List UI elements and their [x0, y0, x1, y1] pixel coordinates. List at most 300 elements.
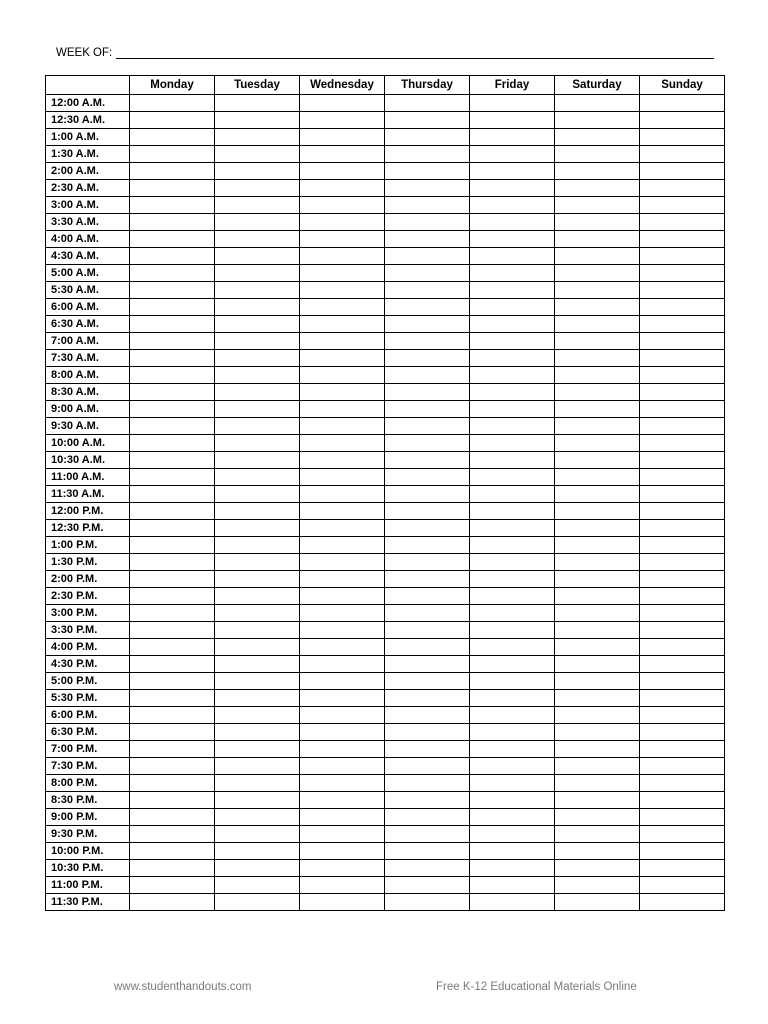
schedule-cell[interactable] — [555, 384, 640, 401]
schedule-cell[interactable] — [300, 605, 385, 622]
schedule-cell[interactable] — [470, 452, 555, 469]
schedule-cell[interactable] — [215, 129, 300, 146]
schedule-cell[interactable] — [215, 622, 300, 639]
schedule-cell[interactable] — [385, 503, 470, 520]
schedule-cell[interactable] — [300, 656, 385, 673]
schedule-cell[interactable] — [385, 316, 470, 333]
schedule-cell[interactable] — [470, 401, 555, 418]
schedule-cell[interactable] — [470, 265, 555, 282]
schedule-cell[interactable] — [555, 758, 640, 775]
schedule-cell[interactable] — [470, 112, 555, 129]
schedule-cell[interactable] — [130, 588, 215, 605]
schedule-cell[interactable] — [130, 163, 215, 180]
schedule-cell[interactable] — [555, 809, 640, 826]
schedule-cell[interactable] — [385, 265, 470, 282]
schedule-cell[interactable] — [215, 724, 300, 741]
schedule-cell[interactable] — [555, 843, 640, 860]
schedule-cell[interactable] — [385, 367, 470, 384]
schedule-cell[interactable] — [555, 877, 640, 894]
schedule-cell[interactable] — [555, 435, 640, 452]
schedule-cell[interactable] — [470, 605, 555, 622]
schedule-cell[interactable] — [215, 401, 300, 418]
schedule-cell[interactable] — [215, 248, 300, 265]
schedule-cell[interactable] — [385, 724, 470, 741]
schedule-cell[interactable] — [640, 452, 725, 469]
schedule-cell[interactable] — [470, 129, 555, 146]
schedule-cell[interactable] — [215, 741, 300, 758]
schedule-cell[interactable] — [385, 282, 470, 299]
schedule-cell[interactable] — [640, 282, 725, 299]
schedule-cell[interactable] — [555, 197, 640, 214]
schedule-cell[interactable] — [555, 605, 640, 622]
schedule-cell[interactable] — [640, 333, 725, 350]
schedule-cell[interactable] — [215, 520, 300, 537]
schedule-cell[interactable] — [640, 418, 725, 435]
schedule-cell[interactable] — [130, 367, 215, 384]
schedule-cell[interactable] — [385, 775, 470, 792]
schedule-cell[interactable] — [640, 758, 725, 775]
schedule-cell[interactable] — [300, 333, 385, 350]
schedule-cell[interactable] — [385, 197, 470, 214]
schedule-cell[interactable] — [300, 435, 385, 452]
schedule-cell[interactable] — [130, 843, 215, 860]
schedule-cell[interactable] — [470, 860, 555, 877]
schedule-cell[interactable] — [300, 112, 385, 129]
schedule-cell[interactable] — [640, 401, 725, 418]
schedule-cell[interactable] — [640, 129, 725, 146]
schedule-cell[interactable] — [385, 809, 470, 826]
schedule-cell[interactable] — [470, 316, 555, 333]
schedule-cell[interactable] — [470, 843, 555, 860]
schedule-cell[interactable] — [385, 588, 470, 605]
schedule-cell[interactable] — [385, 571, 470, 588]
schedule-cell[interactable] — [215, 180, 300, 197]
schedule-cell[interactable] — [385, 95, 470, 112]
schedule-cell[interactable] — [385, 707, 470, 724]
schedule-cell[interactable] — [300, 197, 385, 214]
schedule-cell[interactable] — [300, 95, 385, 112]
schedule-cell[interactable] — [470, 95, 555, 112]
schedule-cell[interactable] — [130, 452, 215, 469]
schedule-cell[interactable] — [640, 588, 725, 605]
schedule-cell[interactable] — [555, 299, 640, 316]
schedule-cell[interactable] — [470, 639, 555, 656]
schedule-cell[interactable] — [640, 486, 725, 503]
schedule-cell[interactable] — [555, 724, 640, 741]
schedule-cell[interactable] — [215, 605, 300, 622]
schedule-cell[interactable] — [130, 350, 215, 367]
schedule-cell[interactable] — [640, 537, 725, 554]
schedule-cell[interactable] — [215, 316, 300, 333]
schedule-cell[interactable] — [300, 690, 385, 707]
schedule-cell[interactable] — [555, 639, 640, 656]
schedule-cell[interactable] — [215, 418, 300, 435]
schedule-cell[interactable] — [300, 588, 385, 605]
schedule-cell[interactable] — [215, 384, 300, 401]
schedule-cell[interactable] — [215, 809, 300, 826]
schedule-cell[interactable] — [640, 146, 725, 163]
schedule-cell[interactable] — [640, 469, 725, 486]
schedule-cell[interactable] — [130, 503, 215, 520]
schedule-cell[interactable] — [130, 469, 215, 486]
schedule-cell[interactable] — [130, 316, 215, 333]
schedule-cell[interactable] — [385, 214, 470, 231]
schedule-cell[interactable] — [215, 214, 300, 231]
schedule-cell[interactable] — [130, 299, 215, 316]
schedule-cell[interactable] — [555, 112, 640, 129]
schedule-cell[interactable] — [300, 860, 385, 877]
schedule-cell[interactable] — [130, 877, 215, 894]
schedule-cell[interactable] — [130, 656, 215, 673]
schedule-cell[interactable] — [385, 299, 470, 316]
schedule-cell[interactable] — [215, 588, 300, 605]
schedule-cell[interactable] — [555, 163, 640, 180]
schedule-cell[interactable] — [640, 673, 725, 690]
schedule-cell[interactable] — [385, 877, 470, 894]
schedule-cell[interactable] — [385, 758, 470, 775]
schedule-cell[interactable] — [640, 197, 725, 214]
schedule-cell[interactable] — [640, 571, 725, 588]
schedule-cell[interactable] — [215, 333, 300, 350]
schedule-cell[interactable] — [300, 537, 385, 554]
schedule-cell[interactable] — [300, 401, 385, 418]
schedule-cell[interactable] — [385, 622, 470, 639]
schedule-cell[interactable] — [385, 401, 470, 418]
schedule-cell[interactable] — [470, 197, 555, 214]
schedule-cell[interactable] — [555, 316, 640, 333]
schedule-cell[interactable] — [555, 95, 640, 112]
schedule-cell[interactable] — [555, 282, 640, 299]
schedule-cell[interactable] — [470, 571, 555, 588]
schedule-cell[interactable] — [215, 469, 300, 486]
schedule-cell[interactable] — [470, 248, 555, 265]
schedule-cell[interactable] — [215, 265, 300, 282]
schedule-cell[interactable] — [555, 860, 640, 877]
schedule-cell[interactable] — [130, 639, 215, 656]
schedule-cell[interactable] — [555, 690, 640, 707]
schedule-cell[interactable] — [130, 605, 215, 622]
schedule-cell[interactable] — [470, 826, 555, 843]
schedule-cell[interactable] — [130, 146, 215, 163]
schedule-cell[interactable] — [640, 520, 725, 537]
schedule-cell[interactable] — [215, 690, 300, 707]
schedule-cell[interactable] — [130, 435, 215, 452]
schedule-cell[interactable] — [640, 316, 725, 333]
schedule-cell[interactable] — [385, 384, 470, 401]
schedule-cell[interactable] — [130, 214, 215, 231]
schedule-cell[interactable] — [130, 333, 215, 350]
schedule-cell[interactable] — [555, 656, 640, 673]
schedule-cell[interactable] — [470, 282, 555, 299]
schedule-cell[interactable] — [555, 265, 640, 282]
schedule-cell[interactable] — [300, 418, 385, 435]
schedule-cell[interactable] — [640, 112, 725, 129]
schedule-cell[interactable] — [385, 656, 470, 673]
schedule-cell[interactable] — [215, 282, 300, 299]
schedule-cell[interactable] — [215, 452, 300, 469]
schedule-cell[interactable] — [130, 775, 215, 792]
schedule-cell[interactable] — [385, 520, 470, 537]
schedule-cell[interactable] — [130, 231, 215, 248]
schedule-cell[interactable] — [470, 656, 555, 673]
schedule-cell[interactable] — [470, 333, 555, 350]
schedule-cell[interactable] — [300, 163, 385, 180]
schedule-cell[interactable] — [130, 197, 215, 214]
schedule-cell[interactable] — [640, 163, 725, 180]
schedule-cell[interactable] — [300, 724, 385, 741]
schedule-cell[interactable] — [470, 877, 555, 894]
schedule-cell[interactable] — [640, 265, 725, 282]
schedule-cell[interactable] — [215, 350, 300, 367]
schedule-cell[interactable] — [215, 163, 300, 180]
schedule-cell[interactable] — [215, 486, 300, 503]
schedule-cell[interactable] — [555, 622, 640, 639]
schedule-cell[interactable] — [470, 469, 555, 486]
schedule-cell[interactable] — [130, 622, 215, 639]
schedule-cell[interactable] — [470, 146, 555, 163]
schedule-cell[interactable] — [385, 741, 470, 758]
schedule-cell[interactable] — [640, 554, 725, 571]
schedule-cell[interactable] — [555, 214, 640, 231]
schedule-cell[interactable] — [300, 384, 385, 401]
schedule-cell[interactable] — [555, 452, 640, 469]
schedule-cell[interactable] — [300, 775, 385, 792]
schedule-cell[interactable] — [385, 690, 470, 707]
schedule-cell[interactable] — [130, 401, 215, 418]
schedule-cell[interactable] — [640, 248, 725, 265]
schedule-cell[interactable] — [640, 826, 725, 843]
schedule-cell[interactable] — [385, 605, 470, 622]
schedule-cell[interactable] — [470, 367, 555, 384]
schedule-cell[interactable] — [555, 333, 640, 350]
schedule-cell[interactable] — [130, 180, 215, 197]
schedule-cell[interactable] — [130, 537, 215, 554]
schedule-cell[interactable] — [385, 180, 470, 197]
schedule-cell[interactable] — [300, 520, 385, 537]
schedule-cell[interactable] — [130, 758, 215, 775]
schedule-cell[interactable] — [385, 146, 470, 163]
schedule-cell[interactable] — [555, 418, 640, 435]
schedule-cell[interactable] — [300, 622, 385, 639]
schedule-cell[interactable] — [555, 588, 640, 605]
schedule-cell[interactable] — [130, 265, 215, 282]
schedule-cell[interactable] — [470, 758, 555, 775]
schedule-cell[interactable] — [470, 792, 555, 809]
schedule-cell[interactable] — [215, 860, 300, 877]
schedule-cell[interactable] — [300, 316, 385, 333]
schedule-cell[interactable] — [300, 571, 385, 588]
schedule-cell[interactable] — [215, 639, 300, 656]
schedule-cell[interactable] — [300, 231, 385, 248]
schedule-cell[interactable] — [130, 95, 215, 112]
schedule-cell[interactable] — [470, 231, 555, 248]
schedule-cell[interactable] — [300, 180, 385, 197]
schedule-cell[interactable] — [470, 435, 555, 452]
schedule-cell[interactable] — [640, 214, 725, 231]
schedule-cell[interactable] — [300, 707, 385, 724]
schedule-cell[interactable] — [385, 469, 470, 486]
schedule-cell[interactable] — [640, 435, 725, 452]
schedule-cell[interactable] — [130, 724, 215, 741]
schedule-cell[interactable] — [470, 724, 555, 741]
schedule-cell[interactable] — [470, 554, 555, 571]
schedule-cell[interactable] — [215, 792, 300, 809]
schedule-cell[interactable] — [385, 129, 470, 146]
schedule-cell[interactable] — [470, 894, 555, 911]
schedule-cell[interactable] — [215, 571, 300, 588]
schedule-cell[interactable] — [215, 231, 300, 248]
schedule-cell[interactable] — [130, 112, 215, 129]
schedule-cell[interactable] — [470, 588, 555, 605]
schedule-cell[interactable] — [300, 146, 385, 163]
schedule-cell[interactable] — [215, 877, 300, 894]
schedule-cell[interactable] — [215, 146, 300, 163]
schedule-cell[interactable] — [470, 537, 555, 554]
schedule-cell[interactable] — [470, 299, 555, 316]
schedule-cell[interactable] — [300, 469, 385, 486]
schedule-cell[interactable] — [640, 384, 725, 401]
schedule-cell[interactable] — [640, 860, 725, 877]
schedule-cell[interactable] — [640, 707, 725, 724]
schedule-cell[interactable] — [300, 894, 385, 911]
schedule-cell[interactable] — [640, 690, 725, 707]
schedule-cell[interactable] — [470, 214, 555, 231]
schedule-cell[interactable] — [215, 95, 300, 112]
schedule-cell[interactable] — [300, 299, 385, 316]
schedule-cell[interactable] — [385, 639, 470, 656]
schedule-cell[interactable] — [555, 775, 640, 792]
schedule-cell[interactable] — [130, 554, 215, 571]
schedule-cell[interactable] — [555, 248, 640, 265]
schedule-cell[interactable] — [385, 333, 470, 350]
schedule-cell[interactable] — [130, 826, 215, 843]
schedule-cell[interactable] — [130, 860, 215, 877]
schedule-cell[interactable] — [555, 554, 640, 571]
schedule-cell[interactable] — [130, 520, 215, 537]
schedule-cell[interactable] — [300, 129, 385, 146]
schedule-cell[interactable] — [215, 299, 300, 316]
schedule-cell[interactable] — [640, 792, 725, 809]
schedule-cell[interactable] — [640, 843, 725, 860]
schedule-cell[interactable] — [640, 367, 725, 384]
schedule-cell[interactable] — [385, 231, 470, 248]
schedule-cell[interactable] — [470, 180, 555, 197]
schedule-cell[interactable] — [555, 231, 640, 248]
schedule-cell[interactable] — [215, 435, 300, 452]
schedule-cell[interactable] — [640, 724, 725, 741]
schedule-cell[interactable] — [385, 860, 470, 877]
schedule-cell[interactable] — [130, 282, 215, 299]
schedule-cell[interactable] — [555, 707, 640, 724]
schedule-cell[interactable] — [470, 690, 555, 707]
schedule-cell[interactable] — [555, 469, 640, 486]
schedule-cell[interactable] — [215, 775, 300, 792]
schedule-cell[interactable] — [555, 571, 640, 588]
schedule-cell[interactable] — [640, 809, 725, 826]
schedule-cell[interactable] — [215, 707, 300, 724]
schedule-cell[interactable] — [130, 384, 215, 401]
schedule-cell[interactable] — [300, 503, 385, 520]
schedule-cell[interactable] — [640, 775, 725, 792]
schedule-cell[interactable] — [215, 656, 300, 673]
schedule-cell[interactable] — [555, 792, 640, 809]
schedule-cell[interactable] — [385, 826, 470, 843]
schedule-cell[interactable] — [215, 554, 300, 571]
schedule-cell[interactable] — [130, 486, 215, 503]
schedule-cell[interactable] — [215, 843, 300, 860]
schedule-cell[interactable] — [130, 809, 215, 826]
schedule-cell[interactable] — [300, 792, 385, 809]
schedule-cell[interactable] — [555, 486, 640, 503]
schedule-cell[interactable] — [300, 639, 385, 656]
schedule-cell[interactable] — [640, 639, 725, 656]
schedule-cell[interactable] — [470, 486, 555, 503]
schedule-cell[interactable] — [640, 231, 725, 248]
schedule-cell[interactable] — [300, 741, 385, 758]
schedule-cell[interactable] — [300, 843, 385, 860]
schedule-cell[interactable] — [470, 418, 555, 435]
schedule-cell[interactable] — [555, 673, 640, 690]
schedule-cell[interactable] — [130, 673, 215, 690]
schedule-cell[interactable] — [640, 299, 725, 316]
schedule-cell[interactable] — [215, 894, 300, 911]
schedule-cell[interactable] — [300, 350, 385, 367]
schedule-cell[interactable] — [470, 707, 555, 724]
schedule-cell[interactable] — [555, 146, 640, 163]
schedule-cell[interactable] — [385, 112, 470, 129]
schedule-cell[interactable] — [215, 112, 300, 129]
schedule-cell[interactable] — [300, 809, 385, 826]
schedule-cell[interactable] — [385, 452, 470, 469]
schedule-cell[interactable] — [385, 894, 470, 911]
schedule-cell[interactable] — [385, 792, 470, 809]
schedule-cell[interactable] — [555, 367, 640, 384]
schedule-cell[interactable] — [470, 520, 555, 537]
schedule-cell[interactable] — [640, 605, 725, 622]
schedule-cell[interactable] — [385, 418, 470, 435]
schedule-cell[interactable] — [130, 894, 215, 911]
schedule-cell[interactable] — [555, 401, 640, 418]
schedule-cell[interactable] — [215, 758, 300, 775]
schedule-cell[interactable] — [385, 843, 470, 860]
schedule-cell[interactable] — [300, 248, 385, 265]
schedule-cell[interactable] — [300, 282, 385, 299]
schedule-cell[interactable] — [130, 571, 215, 588]
schedule-cell[interactable] — [130, 707, 215, 724]
schedule-cell[interactable] — [470, 503, 555, 520]
schedule-cell[interactable] — [640, 350, 725, 367]
schedule-cell[interactable] — [555, 741, 640, 758]
schedule-cell[interactable] — [470, 163, 555, 180]
schedule-cell[interactable] — [130, 741, 215, 758]
schedule-cell[interactable] — [555, 350, 640, 367]
schedule-cell[interactable] — [470, 809, 555, 826]
schedule-cell[interactable] — [385, 673, 470, 690]
schedule-cell[interactable] — [640, 894, 725, 911]
schedule-cell[interactable] — [300, 673, 385, 690]
schedule-cell[interactable] — [555, 894, 640, 911]
schedule-cell[interactable] — [300, 826, 385, 843]
schedule-cell[interactable] — [385, 537, 470, 554]
schedule-cell[interactable] — [385, 163, 470, 180]
schedule-cell[interactable] — [385, 554, 470, 571]
schedule-cell[interactable] — [300, 486, 385, 503]
schedule-cell[interactable] — [555, 180, 640, 197]
schedule-cell[interactable] — [215, 673, 300, 690]
schedule-cell[interactable] — [640, 180, 725, 197]
schedule-cell[interactable] — [130, 792, 215, 809]
schedule-cell[interactable] — [300, 877, 385, 894]
